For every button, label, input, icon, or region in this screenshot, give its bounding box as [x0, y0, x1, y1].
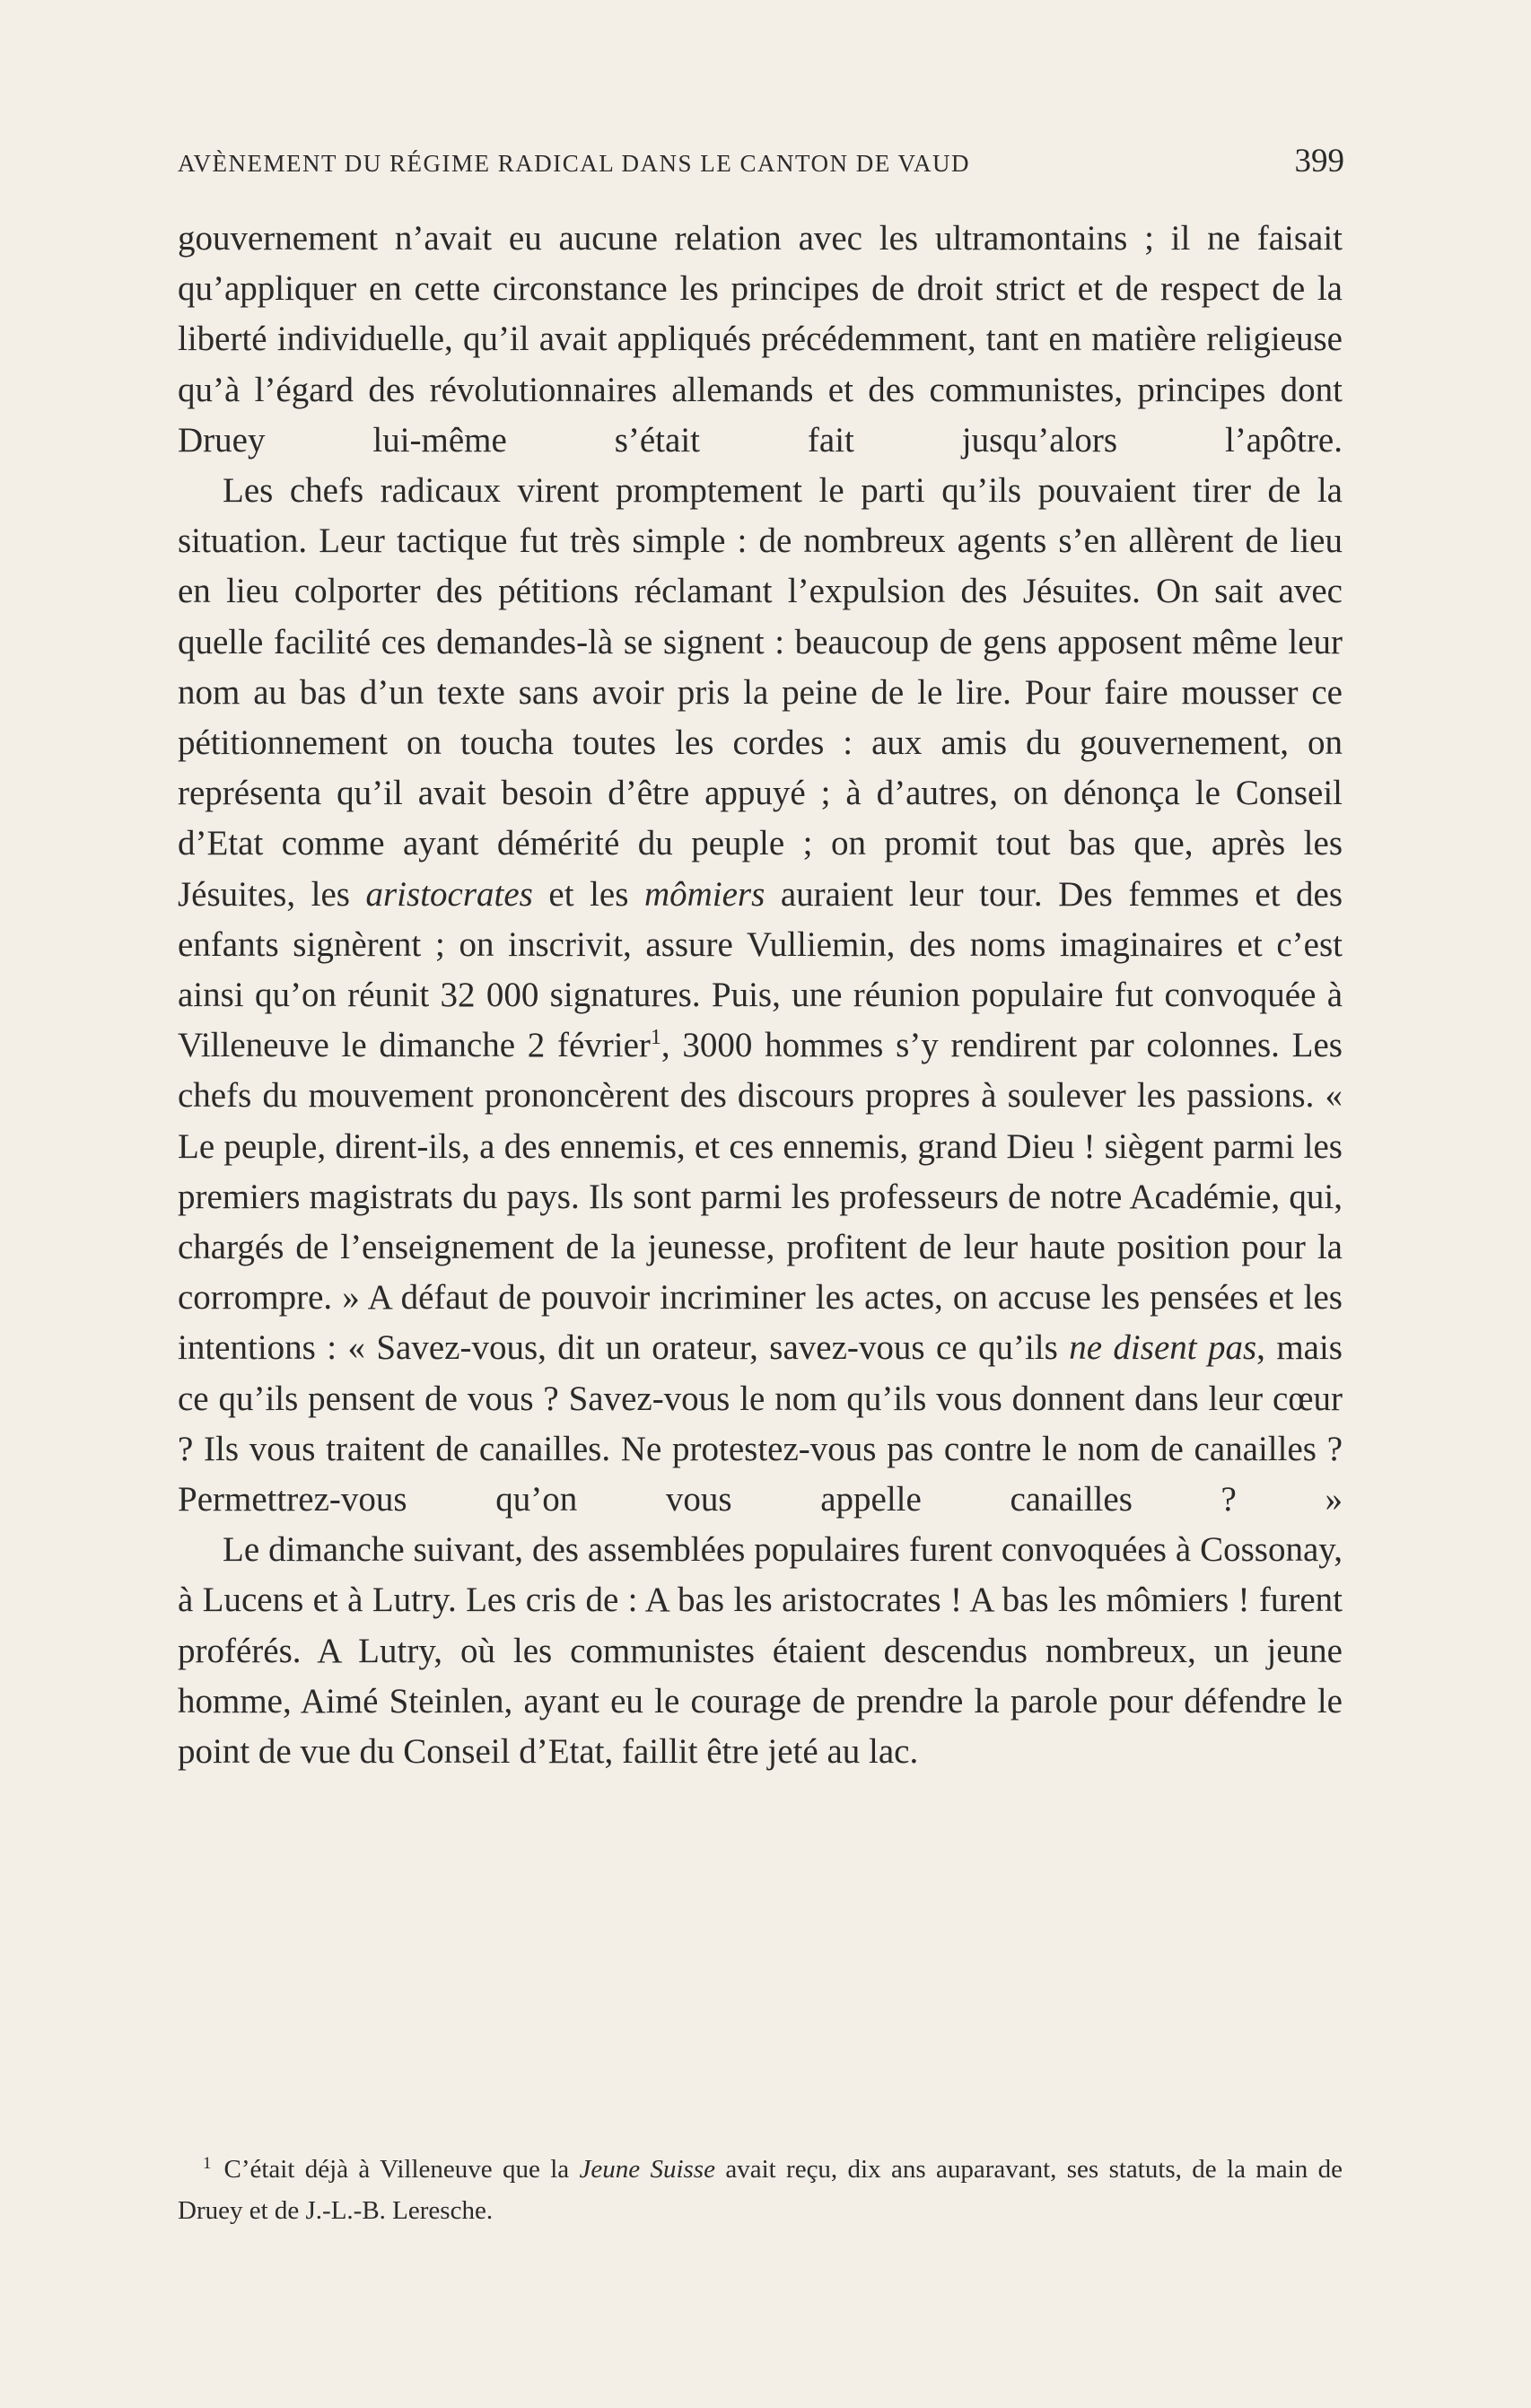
body-text — [178, 214, 1343, 1777]
footnote-italic: Jeune Suisse — [579, 2155, 715, 2184]
footnote-reference[interactable]: 1 — [650, 1026, 661, 1050]
page-header — [178, 142, 1344, 180]
italic-term: ne disent pas — [1069, 1328, 1257, 1368]
italic-term: aristocrates — [365, 874, 533, 914]
italic-term: mômiers — [643, 874, 766, 914]
paragraph-1: gouvernement n’avait eu aucune relation avec les ultramontains ; il ne faisait qu’appliquer en cette circonstance les principes de droit strict et de respect de la liberté individuelle, qu’il avait appliqués précédemment, tant en matière religieuse qu’à l’égard des révolutionnaires allemands et des communistes, principes dont Druey lui-même s’était fait jusqu’alors l’apôtre. — [178, 219, 1343, 460]
footnote-number: 1 — [203, 2154, 212, 2173]
page-number: 399 — [1294, 143, 1344, 180]
paragraph-2: Les chefs radicaux virent promptement le parti qu’ils pouvaient tirer de la situation. Leur tactique fut très simple : de nombreux agents s’en allèrent de lieu en lieu colporter des pétitions réclamant l’expulsion des Jésuites. On sait avec quelle facilité ces demandes-là se signent : beaucoup de gens apposent même leur nom au bas d’un texte sans avoir pris la peine de le lire. Pour faire mousser ce pétitionnement on toucha toutes les cordes : aux amis du gouvernement, on représenta qu’il avait besoin d’être appuyé ; à d’autres, on dénonça le Conseil d’Etat comme ayant démérité du peuple ; on promit tout bas que, après les Jésuites, les aristocrates et les mômiers auraient leur tour. Des femmes et des enfants signèrent ; on inscrivit, assure Vulliemin, des noms imaginaires et c’est ainsi qu’on réunit 32 000 signatures. Puis, une réunion populaire fut convoquée à Villeneuve le dimanche 2 février$^1$, 3000 hommes s’y rendirent par colonnes. Les chefs du mouvement prononcèrent des discours propres à soulever les passions. « Le peuple, dirent-ils, a des ennemis, et ces ennemis, grand Dieu ! siègent parmi les premiers magistrats du pays. Ils sont parmi les professeurs de notre Académie, qui, chargés de l’enseignement de la jeunesse, profitent de leur haute position pour la corrompre. » A défaut de pouvoir incriminer les actes, on accuse les pensées et les intentions : « Savez-vous, dit un orateur, savez-vous ce qu’ils ne disent pas, mais ce qu’ils pensent de vous ? Savez-vous le nom qu’ils vous donnent dans leur cœur ? Ils vous traitent de canailles. Ne protestez-vous pas contre le nom de canailles ? Permettrez-vous qu’on vous appelle canailles ? » — [178, 471, 1343, 1519]
running-title: AVÈNEMENT DU RÉGIME RADICAL DANS LE CANTON DE VAUD — [178, 150, 971, 177]
paragraph-3: Le dimanche suivant, des assemblées populaires furent convoquées à Cossonay, à Lucens et à Lutry. Les cris de : A bas les aristocrates ! A bas les mômiers ! furent proférés. A Lutry, où les communistes étaient descendus nombreux, un jeune homme, Aimé Steinlen, ayant eu le courage de prendre la parole pour défendre le point de vue du Conseil d’Etat, faillit être jeté au lac. — [178, 1530, 1343, 1772]
footnote: $^1$ C’était déjà à Villeneuve que la Jeune Suisse avait reçu, dix ans auparavant, ses statuts, de la main de Druey et de J.-L.-B. Leresche. — [178, 2154, 1343, 2225]
